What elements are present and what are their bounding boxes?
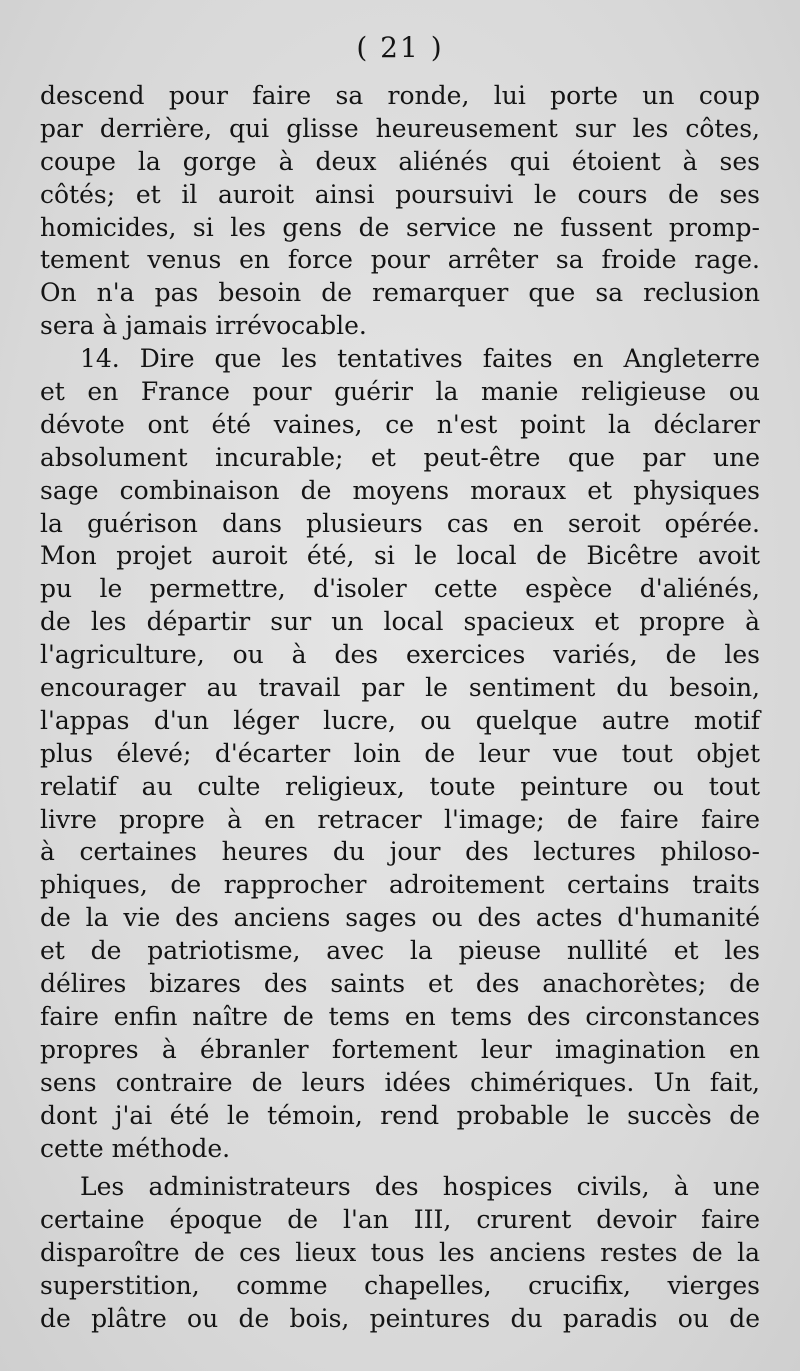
text-line: plus élevé; d'écarter loin de leur vue tout objet [40, 738, 760, 768]
text-line: dévote ont été vaines, ce n'est point la déclarer [40, 409, 760, 439]
text-line: et de patriotisme, avec la pieuse nullité et les [40, 936, 760, 966]
text-line: sage combinaison de moyens moraux et physiques [40, 475, 760, 505]
text-line: par derrière, qui glisse heureusement sur les côtes, [40, 113, 760, 143]
text-line: sera à jamais irrévocable. [40, 311, 367, 341]
text-line: Les administrateurs des hospices civils, à une [80, 1172, 760, 1202]
text-line: de les départir sur un local spacieux et propre à [40, 607, 760, 637]
text-line: tement venus en force pour arrêter sa froide rage. [40, 245, 760, 275]
text-line: cette méthode. [40, 1133, 231, 1163]
text-line: pu le permettre, d'isoler cette espèce d'aliénés, [40, 574, 760, 604]
text-line: Mon projet auroit été, si le local de Bicêtre avoit [40, 541, 760, 571]
text-line: absolument incurable; et peut-être que par une [40, 442, 760, 472]
text-line: certaine époque de l'an III, crurent devoir faire [40, 1205, 760, 1235]
text-line: dont j'ai été le témoin, rend probable le succès de [40, 1100, 760, 1130]
text-line: superstition, comme chapelles, crucifix, vierges [40, 1271, 760, 1301]
text-line: à certaines heures du jour des lectures philoso- [40, 837, 760, 867]
text-line: l'appas d'un léger lucre, ou quelque autre motif [40, 705, 760, 735]
text-line: sens contraire de leurs idées chimériques. Un fait, [40, 1067, 760, 1097]
text-line: de plâtre ou de bois, peintures du paradis ou de [40, 1303, 760, 1333]
text-line: faire enfin naître de tems en tems des circonstances [40, 1001, 760, 1031]
text-line: livre propre à en retracer l'image; de faire faire [40, 804, 760, 834]
text-line: et en France pour guérir la manie religieuse ou [40, 377, 760, 407]
text-line: 14. Dire que les tentatives faites en Angleterre [80, 344, 760, 374]
text-line: côtés; et il auroit ainsi poursuivi le cours de ses [40, 179, 760, 209]
body-text [40, 80, 760, 1336]
text-line: homicides, si les gens de service ne fussent promp- [40, 212, 760, 242]
text-line: encourager au travail par le sentiment du besoin, [40, 673, 760, 703]
text-line: l'agriculture, ou à des exercices variés, de les [40, 640, 760, 670]
text-line: de la vie des anciens sages ou des actes d'humanité [40, 903, 760, 933]
page-number: ( 21 ) [356, 31, 444, 64]
text-line: coupe la gorge à deux aliénés qui étoient à ses [40, 146, 760, 176]
text-line: On n'a pas besoin de remarquer que sa reclusion [40, 278, 760, 308]
text-line: disparoître de ces lieux tous les anciens restes de la [40, 1238, 760, 1268]
text-line: relatif au culte religieux, toute peinture ou tout [40, 771, 760, 801]
text-line: propres à ébranler fortement leur imagination en [40, 1034, 760, 1064]
text-line: phiques, de rapprocher adroitement certains traits [40, 870, 760, 900]
text-line: délires bizares des saints et des anachorètes; de [40, 969, 760, 999]
text-line: descend pour faire sa ronde, lui porte un coup [40, 81, 760, 110]
text-line: la guérison dans plusieurs cas en seroit opérée. [40, 508, 760, 538]
